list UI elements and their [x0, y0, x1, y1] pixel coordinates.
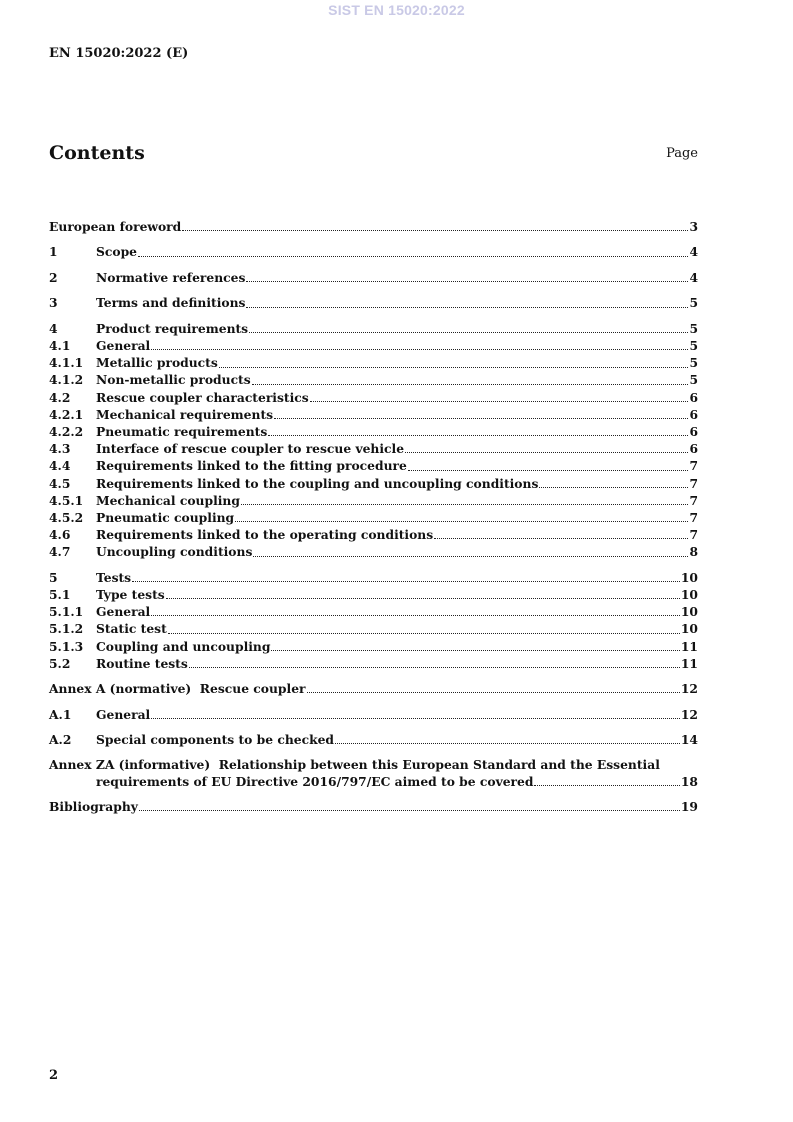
table-of-contents — [49, 218, 698, 815]
dot-leader — [132, 581, 680, 582]
toc-number: 4.6 — [49, 527, 71, 543]
toc-page: 7 — [689, 492, 698, 508]
toc-entry-5-1-1[interactable] — [49, 603, 698, 620]
toc-entry-3[interactable] — [49, 294, 698, 311]
dot-leader — [268, 435, 688, 436]
toc-number: 4.7 — [49, 544, 71, 560]
toc-page: 10 — [680, 621, 698, 637]
toc-title: Pneumatic requirements — [96, 424, 268, 440]
toc-page: 4 — [689, 244, 698, 260]
toc-title: Routine tests — [96, 655, 188, 671]
toc-title: Rescue coupler characteristics — [96, 389, 309, 405]
toc-page: 10 — [680, 569, 698, 585]
toc-title: Static test — [96, 621, 167, 637]
toc-title: Mechanical coupling — [96, 492, 240, 508]
toc-entry-1[interactable] — [49, 243, 698, 260]
toc-title: General — [96, 706, 151, 722]
page-column-label: Page — [666, 146, 698, 161]
document-id: EN 15020:2022 (E) — [49, 46, 189, 61]
toc-entry-4[interactable] — [49, 320, 698, 337]
toc-number: 4.2.1 — [49, 406, 84, 422]
toc-page: 6 — [689, 441, 698, 457]
toc-title-line-2: requirements of EU Directive 2016/797/EC aimed to be covered — [96, 773, 534, 789]
toc-number: 5.1.3 — [49, 638, 84, 654]
toc-entry-a-2[interactable] — [49, 731, 698, 748]
toc-entry-5-1-3[interactable] — [49, 638, 698, 655]
toc-title: Normative references — [96, 269, 246, 285]
toc-number: 2 — [49, 269, 58, 285]
toc-number: 4.5.1 — [49, 492, 84, 508]
toc-title: Bibliography — [49, 799, 138, 815]
toc-number: 5.1.1 — [49, 604, 84, 620]
toc-title: Mechanical requirements — [96, 406, 274, 422]
toc-page: 5 — [689, 372, 698, 388]
toc-title: Interface of rescue coupler to rescue vehicle — [96, 441, 405, 457]
toc-page: 7 — [689, 527, 698, 543]
toc-number: 5 — [49, 569, 58, 585]
toc-page: 6 — [689, 424, 698, 440]
dot-leader — [139, 810, 680, 811]
toc-title: Product requirements — [96, 320, 249, 336]
toc-number: 4.1 — [49, 338, 71, 354]
toc-number: 4.2.2 — [49, 424, 84, 440]
toc-page: 6 — [689, 389, 698, 405]
dot-leader — [166, 598, 680, 599]
toc-number: 4.5.2 — [49, 509, 84, 525]
toc-number: 4.1.2 — [49, 372, 84, 388]
dot-leader — [168, 633, 680, 634]
dot-leader — [408, 470, 689, 471]
toc-page: 3 — [689, 218, 698, 234]
toc-number: A.1 — [49, 706, 72, 722]
dot-leader — [138, 256, 688, 257]
toc-page: 14 — [680, 732, 698, 748]
toc-title-line-1: Annex ZA (informative) Relationship between this European Standard and the Essential — [49, 756, 660, 772]
dot-leader — [182, 230, 688, 231]
toc-page: 5 — [689, 338, 698, 354]
toc-number: 5.1.2 — [49, 621, 84, 637]
toc-entry-5-1-2[interactable] — [49, 620, 698, 637]
toc-title: Requirements linked to the fitting procedure — [96, 458, 407, 474]
toc-page: 4 — [689, 269, 698, 285]
toc-entry-bibliography[interactable] — [49, 798, 698, 815]
toc-entry-4-3[interactable] — [49, 440, 698, 457]
toc-entry-4-5-2[interactable] — [49, 509, 698, 526]
toc-page: 12 — [680, 706, 698, 722]
toc-title: Uncoupling conditions — [96, 544, 253, 560]
dot-leader — [246, 307, 688, 308]
toc-page: 10 — [680, 587, 698, 603]
toc-title: Pneumatic coupling — [96, 509, 235, 525]
toc-entry-annex-za[interactable] — [49, 757, 698, 790]
toc-title: Coupling and uncoupling — [96, 638, 271, 654]
toc-page: 12 — [680, 681, 698, 697]
dot-leader — [434, 538, 688, 539]
toc-title: Non-metallic products — [96, 372, 251, 388]
dot-leader — [539, 487, 688, 488]
toc-entry-4-2-1[interactable] — [49, 406, 698, 423]
toc-entry-4-1-2[interactable] — [49, 372, 698, 389]
dot-leader — [151, 615, 680, 616]
toc-entry-4-1-1[interactable] — [49, 354, 698, 371]
toc-page: 7 — [689, 509, 698, 525]
dot-leader — [241, 504, 688, 505]
toc-title: Scope — [96, 244, 137, 260]
toc-page: 18 — [680, 773, 698, 789]
toc-title: Special components to be checked — [96, 732, 335, 748]
toc-page: 19 — [680, 799, 698, 815]
dot-leader — [335, 743, 680, 744]
toc-page: 5 — [689, 355, 698, 371]
toc-page: 11 — [680, 638, 698, 654]
dot-leader — [310, 401, 689, 402]
toc-entry-4-2-2[interactable] — [49, 423, 698, 440]
toc-entry-annex-a[interactable] — [49, 680, 698, 697]
toc-title: Tests — [96, 569, 132, 585]
toc-number: 4.1.1 — [49, 355, 84, 371]
toc-title: European foreword — [49, 218, 182, 234]
toc-page: 5 — [689, 320, 698, 336]
dot-leader — [307, 692, 680, 693]
toc-number: 1 — [49, 244, 58, 260]
toc-page: 8 — [689, 544, 698, 560]
contents-heading: Contents — [49, 142, 145, 164]
toc-title-multiline — [49, 757, 698, 790]
toc-number: 4.4 — [49, 458, 71, 474]
page-number: 2 — [49, 1068, 59, 1083]
toc-title: Annex A (normative) Rescue coupler — [49, 681, 306, 697]
watermark: SIST EN 15020:2022 — [328, 2, 465, 18]
toc-entry-4-6[interactable] — [49, 526, 698, 543]
toc-number: 4.5 — [49, 475, 71, 491]
toc-page: 7 — [689, 475, 698, 491]
toc-title: Metallic products — [96, 355, 218, 371]
toc-entry-5[interactable] — [49, 569, 698, 586]
toc-title: Type tests — [96, 587, 165, 603]
toc-title: Requirements linked to the operating conditions — [96, 527, 434, 543]
toc-number: 4.3 — [49, 441, 71, 457]
toc-number: 4.2 — [49, 389, 71, 405]
dot-leader — [271, 650, 679, 651]
toc-entry-a-1[interactable] — [49, 706, 698, 723]
toc-number: A.2 — [49, 732, 72, 748]
toc-title-line-2-row — [49, 773, 698, 790]
toc-entry-foreword[interactable] — [49, 218, 698, 235]
toc-number: 5.2 — [49, 655, 71, 671]
toc-title: General — [96, 338, 151, 354]
dot-leader — [151, 718, 680, 719]
toc-entry-4-7[interactable] — [49, 543, 698, 560]
dot-leader — [405, 452, 688, 453]
toc-entry-4-5-1[interactable] — [49, 492, 698, 509]
toc-entry-2[interactable] — [49, 269, 698, 286]
toc-title: Terms and definitions — [96, 295, 246, 311]
toc-number: 3 — [49, 295, 58, 311]
toc-entry-4-1[interactable] — [49, 337, 698, 354]
toc-page: 5 — [689, 295, 698, 311]
toc-entry-5-1[interactable] — [49, 586, 698, 603]
dot-leader — [252, 384, 689, 385]
toc-page: 10 — [680, 604, 698, 620]
dot-leader — [249, 332, 688, 333]
toc-page: 7 — [689, 458, 698, 474]
dot-leader — [246, 281, 688, 282]
dot-leader — [274, 418, 688, 419]
toc-entry-4-4[interactable] — [49, 457, 698, 474]
toc-title: General — [96, 604, 151, 620]
dot-leader — [253, 556, 688, 557]
toc-page: 11 — [680, 655, 698, 671]
toc-entry-4-5[interactable] — [49, 475, 698, 492]
toc-number: 4 — [49, 320, 58, 336]
dot-leader — [534, 785, 679, 786]
toc-entry-4-2[interactable] — [49, 389, 698, 406]
toc-page: 6 — [689, 406, 698, 422]
toc-title: Requirements linked to the coupling and uncoupling conditions — [96, 475, 539, 491]
dot-leader — [235, 521, 688, 522]
toc-number: 5.1 — [49, 587, 71, 603]
dot-leader — [219, 367, 689, 368]
dot-leader — [189, 667, 680, 668]
dot-leader — [151, 349, 688, 350]
toc-entry-5-2[interactable] — [49, 655, 698, 672]
